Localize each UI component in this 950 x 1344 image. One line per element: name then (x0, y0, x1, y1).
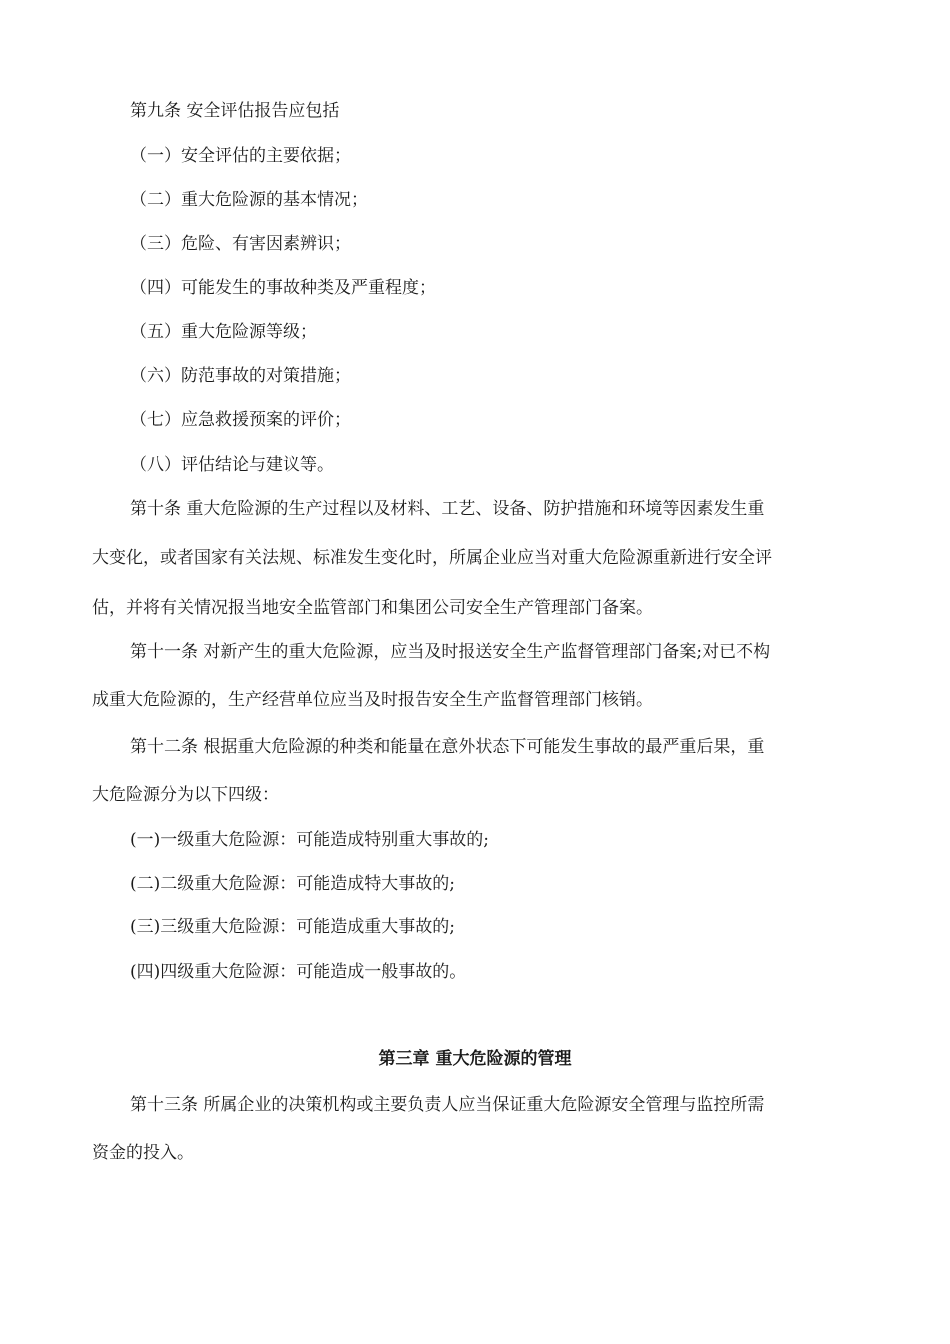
article-9-title: 第九条 安全评估报告应包括 (130, 101, 340, 121)
article-12-line-2: 大危险源分为以下四级： (92, 785, 279, 805)
article-12-line-1: 第十二条 根据重大危险源的种类和能量在意外状态下可能发生事故的最严重后果，重 (130, 737, 765, 757)
article-13-line-2: 资金的投入。 (92, 1143, 194, 1163)
article-12-level-4: (四)四级重大危险源：可能造成一般事故的。 (130, 962, 467, 982)
article-10-line-1: 第十条 重大危险源的生产过程以及材料、工艺、设备、防护措施和环境等因素发生重 (130, 499, 765, 519)
article-9-item-4: （四）可能发生的事故种类及严重程度； (130, 278, 436, 298)
article-9-item-2: （二）重大危险源的基本情况； (130, 190, 368, 210)
article-9-item-5: （五）重大危险源等级； (130, 322, 317, 342)
article-9-item-8: （八）评估结论与建议等。 (130, 455, 334, 475)
chapter-3-heading: 第三章 重大危险源的管理 (378, 1049, 572, 1069)
article-12-level-3: (三)三级重大危险源：可能造成重大事故的; (130, 917, 455, 937)
article-12-level-2: (二)二级重大危险源：可能造成特大事故的; (130, 874, 455, 894)
article-9-item-1: （一）安全评估的主要依据； (130, 146, 351, 166)
article-11-line-2: 成重大危险源的，生产经营单位应当及时报告安全生产监督管理部门核销。 (92, 690, 653, 710)
article-9-item-6: （六）防范事故的对策措施； (130, 366, 351, 386)
article-12-level-1: (一)一级重大危险源：可能造成特别重大事故的; (130, 830, 489, 850)
article-10-line-3: 估，并将有关情况报当地安全监管部门和集团公司安全生产管理部门备案。 (92, 598, 653, 618)
article-11-line-1: 第十一条 对新产生的重大危险源，应当及时报送安全生产监督管理部门备案;对已不构 (130, 642, 771, 662)
article-9-item-3: （三）危险、有害因素辨识； (130, 234, 351, 254)
article-13-line-1: 第十三条 所属企业的决策机构或主要负责人应当保证重大危险源安全管理与监控所需 (130, 1095, 765, 1115)
article-9-item-7: （七）应急救援预案的评价； (130, 410, 351, 430)
article-10-line-2: 大变化，或者国家有关法规、标准发生变化时，所属企业应当对重大危险源重新进行安全评 (92, 548, 772, 568)
